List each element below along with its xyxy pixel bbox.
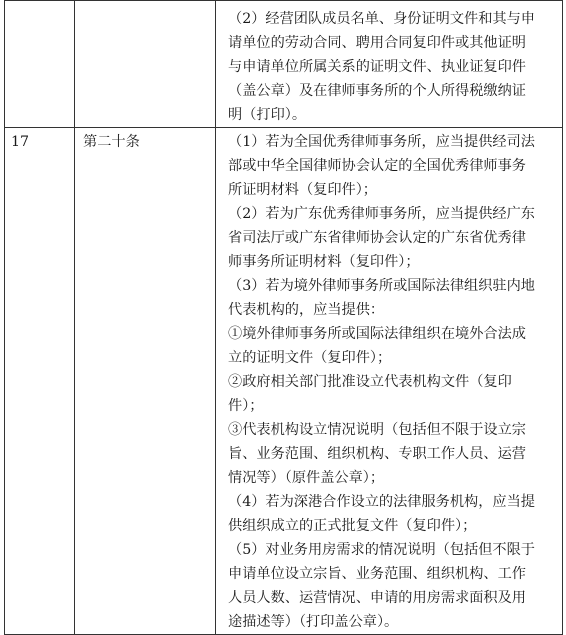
requirement-line: （盖公章）及在律师事务所的个人所得税缴纳证	[228, 83, 526, 99]
requirement-line: 情况等）（原件盖公章）；	[228, 470, 385, 486]
requirement-line: 请单位的劳动合同、聘用合同复印件或其他证明	[228, 35, 526, 51]
requirement-line: 途描述等）（打印盖公章）。	[228, 614, 399, 630]
clause-cell	[75, 1, 216, 128]
clause-cell	[75, 128, 216, 635]
requirement-line: 件）；	[228, 398, 264, 414]
requirement-line: 申请单位设立宗旨、业务范围、组织机构、工作	[228, 566, 526, 582]
requirement-content-cell	[216, 128, 563, 635]
requirement-line: （2）经营团队成员名单、身份证明文件和其与申	[228, 11, 535, 27]
requirement-content-cell	[216, 1, 563, 128]
clause-label: 第二十条	[83, 134, 140, 150]
requirement-line: （5）对业务用房需求的情况说明（包括但不限于	[228, 542, 535, 558]
requirement-line: 立的证明文件（复印件）；	[228, 350, 392, 366]
requirement-line: （2）若为广东优秀律师事务所，应当提供经广东	[228, 206, 535, 222]
requirement-line: （3）若为境外律师事务所或国际法律组织驻内地	[228, 278, 535, 294]
row-number: 17	[11, 134, 30, 150]
row-number-cell	[5, 128, 75, 635]
requirement-line: 部或中华全国律师协会认定的全国优秀律师事务	[228, 158, 526, 174]
requirement-line: 与申请单位所属关系的证明文件、执业证复印件	[228, 59, 526, 75]
requirement-line: 旨、业务范围、组织机构、专职工作人员、运营	[228, 446, 526, 462]
requirement-line: 代表机构的，应当提供：	[228, 302, 385, 318]
requirements-table	[4, 0, 563, 635]
requirement-line: 所证明材料（复印件）；	[228, 182, 377, 198]
requirement-line: ②政府相关部门批准设立代表机构文件（复印	[228, 374, 512, 390]
table-row-17	[5, 128, 563, 635]
row-number-cell	[5, 1, 75, 128]
requirement-line: （4）若为深港合作设立的法律服务机构，应当提	[228, 494, 535, 510]
requirement-line: 省司法厅或广东省律师协会认定的广东省优秀律	[228, 230, 526, 246]
table-row-previous	[5, 1, 563, 128]
requirement-line: 师事务所证明材料（复印件）；	[228, 254, 420, 270]
requirement-line: 明（打印）。	[228, 107, 307, 123]
requirement-line: 人员人数、运营情况、申请的用房需求面积及用	[228, 590, 526, 606]
requirement-line: ①境外律师事务所或国际法律组织在境外合法成	[228, 326, 526, 342]
requirement-line: 供组织成立的正式批复文件（复印件）；	[228, 518, 477, 534]
requirement-line: ③代表机构设立情况说明（包括但不限于设立宗	[228, 422, 526, 438]
requirement-line: （1）若为全国优秀律师事务所，应当提供经司法	[228, 134, 535, 150]
